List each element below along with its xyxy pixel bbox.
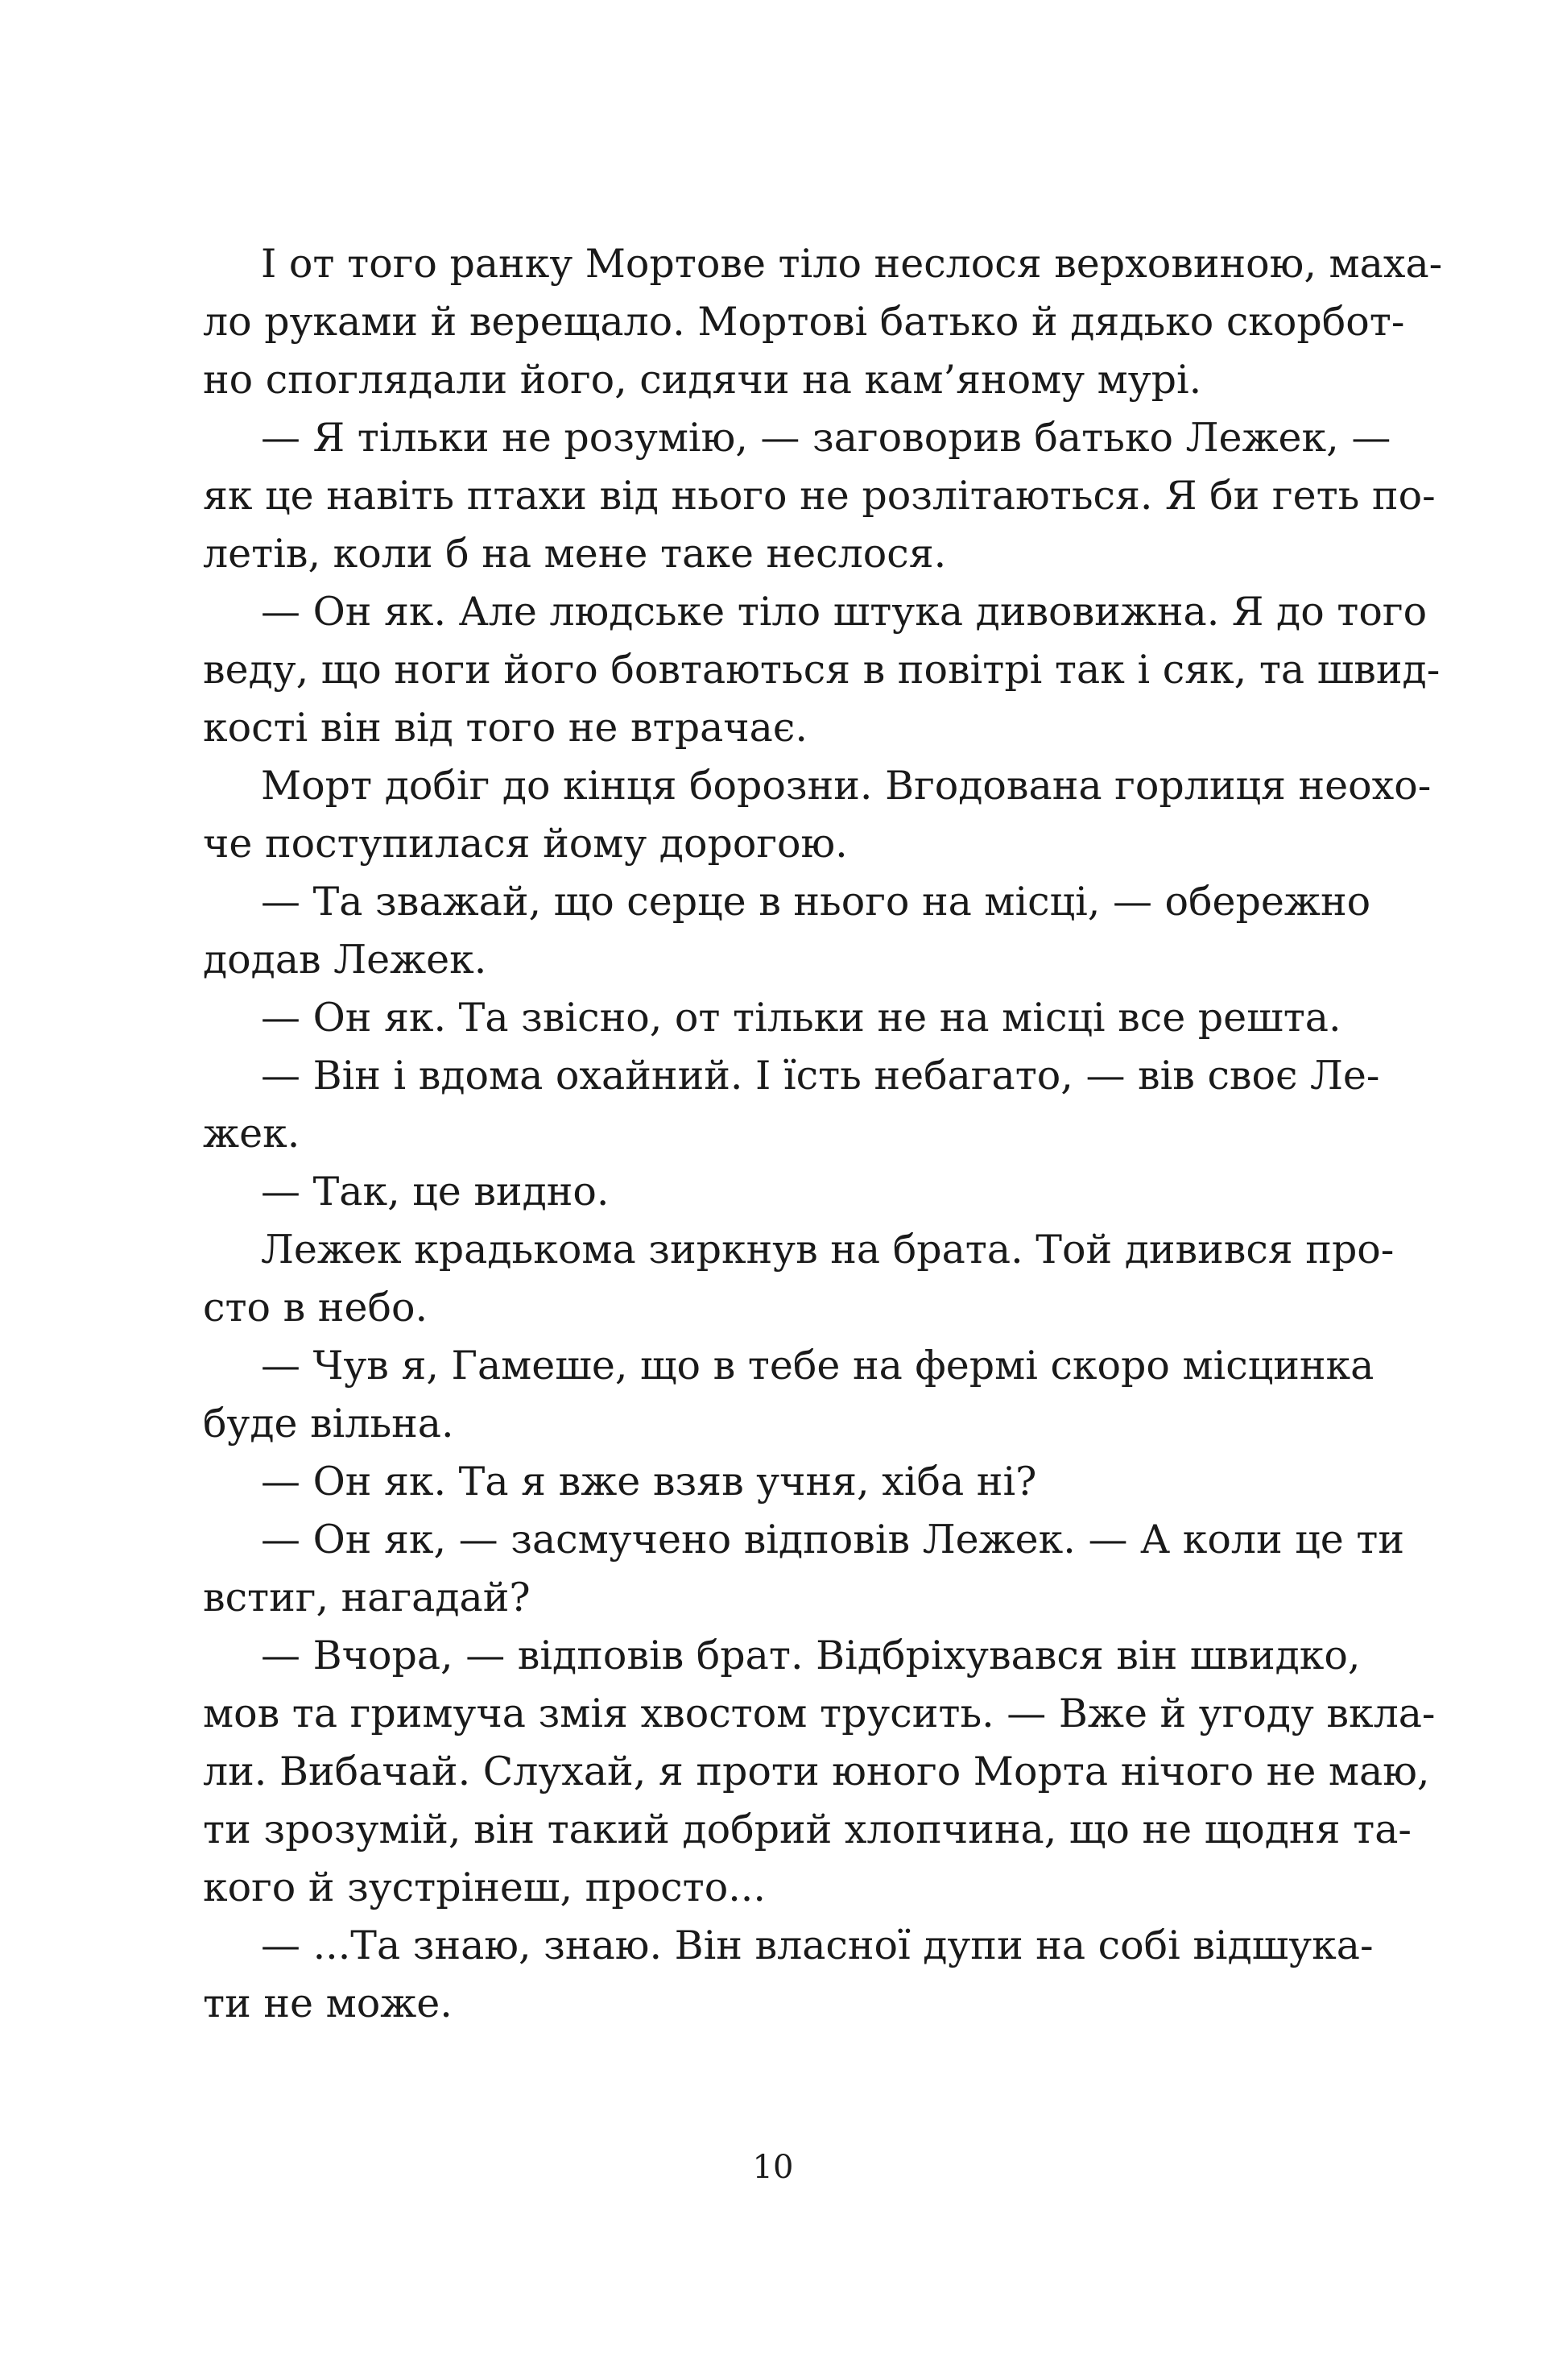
text-line: встиг, нагадай?: [203, 1575, 531, 1620]
text-line: ли. Вибачай. Слухай, я проти юного Морта нічого не маю,: [203, 1749, 1430, 1794]
text-line: — Он як. Але людське тіло штука дивовижна. Я до того: [261, 589, 1428, 635]
text-line: — Он як. Та звісно, от тільки не на місці все решта.: [261, 995, 1341, 1041]
text-line: — Чув я, Гамеше, що в тебе на фермі скоро місцинка: [261, 1343, 1374, 1389]
text-line: че поступилася йому дорогою.: [203, 821, 848, 867]
text-line: Лежек крадькома зиркнув на брата. Той дивився про-: [261, 1227, 1395, 1273]
text-line: летів, коли б на мене таке неслося.: [203, 531, 947, 577]
text-line: Морт добіг до кінця борозни. Вгодована горлиця неохо-: [261, 763, 1432, 809]
text-line: мов та гримуча змія хвостом трусить. — Вже й угоду вкла-: [203, 1691, 1436, 1736]
text-line: — Я тільки не розумію, — заговорив батько Лежек, —: [261, 415, 1391, 461]
text-line: додав Лежек.: [203, 937, 487, 983]
text-line: — Він і вдома охайний. І їсть небагато, — вів своє Ле-: [261, 1053, 1380, 1099]
text-line: — Так, це видно.: [261, 1169, 610, 1215]
text-line: — Он як. Та я вже взяв учня, хіба ні?: [261, 1459, 1037, 1505]
text-line: як це навіть птахи від нього не розлітаються. Я би геть по-: [203, 473, 1436, 519]
text-line: сто в небо.: [203, 1285, 428, 1331]
text-line: буде вільна.: [203, 1401, 454, 1447]
text-line: — Он як, — засмучено відповів Лежек. — А коли це ти: [261, 1517, 1405, 1563]
text-line: но споглядали його, сидячи на кам’яному мурі.: [203, 357, 1202, 403]
text-line: ло руками й верещало. Мортові батько й дядько скорбот-: [203, 299, 1405, 345]
text-line: — Та зважай, що серце в нього на місці, — обережно: [261, 879, 1371, 925]
page-number: 10: [752, 2149, 794, 2186]
text-line: ти не може.: [203, 1981, 453, 2026]
text-line: жек.: [203, 1111, 300, 1157]
text-line: І от того ранку Мортове тіло неслося верховиною, маха-: [261, 241, 1443, 287]
text-line: кості він від того не втрачає.: [203, 705, 808, 751]
text-line: веду, що ноги його бовтаються в повітрі так і сяк, та швид-: [203, 647, 1441, 693]
text-line: кого й зустрінеш, просто...: [203, 1865, 766, 1910]
text-line: — Вчора, — відповів брат. Відбріхувався він швидко,: [261, 1633, 1361, 1678]
text-line: — ...Та знаю, знаю. Він власної дупи на собі відшука-: [261, 1923, 1374, 1968]
text-line: ти зрозумій, він такий добрий хлопчина, що не щодня та-: [203, 1807, 1412, 1852]
